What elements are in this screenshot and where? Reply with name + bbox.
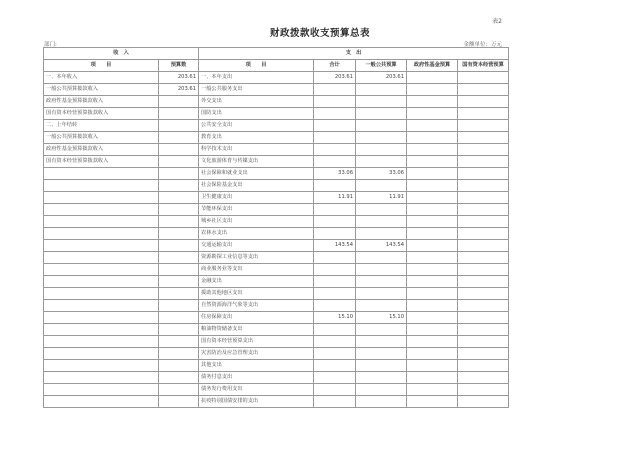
- soe-budget-cell: [458, 360, 509, 372]
- total-cell: [314, 132, 356, 144]
- expense-item-cell: 灾害防治及应急管理支出: [199, 348, 314, 360]
- fund-budget-cell: [407, 372, 458, 384]
- table-row: [44, 276, 509, 288]
- soe-budget-cell: [458, 312, 509, 324]
- income-value-cell: [159, 180, 199, 192]
- income-item-cell: [44, 312, 159, 324]
- expense-item-cell: 金融支出: [199, 276, 314, 288]
- income-value-cell: [159, 372, 199, 384]
- expense-item-cell: 国防支出: [199, 108, 314, 120]
- income-value-cell: [159, 336, 199, 348]
- soe-budget-cell: [458, 252, 509, 264]
- soe-budget-cell: [458, 168, 509, 180]
- income-value-cell: [159, 324, 199, 336]
- expense-item-cell: 住房保障支出: [199, 312, 314, 324]
- income-item-cell: [44, 216, 159, 228]
- general-budget-cell: [356, 144, 407, 156]
- general-budget-cell: [356, 300, 407, 312]
- fund-budget-cell: [407, 120, 458, 132]
- general-budget-cell: [356, 132, 407, 144]
- income-item-cell: 政府性基金预算拨款收入: [44, 96, 159, 108]
- total-cell: 11.91: [314, 192, 356, 204]
- income-value-cell: [159, 132, 199, 144]
- expense-item-cell: 城乡社区支出: [199, 216, 314, 228]
- general-budget-cell: [356, 156, 407, 168]
- header-row-sections: [44, 48, 509, 60]
- table-row: [44, 264, 509, 276]
- fund-budget-cell: [407, 264, 458, 276]
- income-value-cell: [159, 228, 199, 240]
- income-item-cell: [44, 264, 159, 276]
- general-budget-cell: [356, 228, 407, 240]
- general-budget-cell: [356, 324, 407, 336]
- expense-item-cell: 援助其他地区支出: [199, 288, 314, 300]
- fund-budget-cell: [407, 384, 458, 396]
- income-item-cell: [44, 180, 159, 192]
- table-row: [44, 180, 509, 192]
- fund-budget-cell: [407, 252, 458, 264]
- table-row: [44, 216, 509, 228]
- income-value-cell: [159, 120, 199, 132]
- total-cell: 143.54: [314, 240, 356, 252]
- income-item-cell: 一般公共预算拨款收入: [44, 132, 159, 144]
- expense-item-cell: 商业服务业等支出: [199, 264, 314, 276]
- fund-budget-cell: [407, 180, 458, 192]
- income-value-cell: 203.61: [159, 84, 199, 96]
- table-row: [44, 324, 509, 336]
- table-row: [44, 108, 509, 120]
- soe-budget-cell: [458, 348, 509, 360]
- income-item-cell: [44, 252, 159, 264]
- soe-budget-cell: [458, 372, 509, 384]
- general-budget-cell: [356, 396, 407, 408]
- income-item-cell: [44, 204, 159, 216]
- table-row: [44, 336, 509, 348]
- income-value-cell: [159, 96, 199, 108]
- soe-budget-header: 国有资本经营预算: [458, 60, 509, 72]
- table-row: [44, 204, 509, 216]
- soe-budget-cell: [458, 336, 509, 348]
- table-row: [44, 228, 509, 240]
- total-cell: [314, 204, 356, 216]
- expense-item-cell: 抗疫特别国债安排的支出: [199, 396, 314, 408]
- soe-budget-cell: [458, 180, 509, 192]
- general-budget-cell: [356, 252, 407, 264]
- soe-budget-cell: [458, 72, 509, 84]
- soe-budget-cell: [458, 84, 509, 96]
- table-row: [44, 372, 509, 384]
- department-label: 部门:: [44, 42, 57, 48]
- soe-budget-cell: [458, 156, 509, 168]
- table-row: [44, 288, 509, 300]
- soe-budget-cell: [458, 108, 509, 120]
- soe-budget-cell: [458, 240, 509, 252]
- general-budget-cell: 33.06: [356, 168, 407, 180]
- table-row: [44, 360, 509, 372]
- income-item-cell: [44, 168, 159, 180]
- income-item-cell: [44, 300, 159, 312]
- fund-budget-cell: [407, 96, 458, 108]
- expense-item-cell: 粮油物资储备支出: [199, 324, 314, 336]
- income-item-cell: [44, 192, 159, 204]
- fund-budget-cell: [407, 300, 458, 312]
- income-item-cell: [44, 228, 159, 240]
- fund-budget-cell: [407, 348, 458, 360]
- fund-budget-cell: [407, 276, 458, 288]
- general-budget-cell: 143.54: [356, 240, 407, 252]
- income-item-cell: [44, 324, 159, 336]
- table-row: [44, 192, 509, 204]
- table-row: [44, 300, 509, 312]
- general-budget-cell: [356, 348, 407, 360]
- fund-budget-cell: [407, 168, 458, 180]
- income-item-cell: 政府性基金预算拨款收入: [44, 144, 159, 156]
- table-row: [44, 132, 509, 144]
- expense-item-cell: 农林水支出: [199, 228, 314, 240]
- income-item-cell: [44, 288, 159, 300]
- page-title: 财政拨款收支预算总表: [269, 28, 370, 39]
- general-budget-cell: [356, 264, 407, 276]
- total-cell: [314, 300, 356, 312]
- general-budget-cell: [356, 216, 407, 228]
- expense-item-cell: 节能环保支出: [199, 204, 314, 216]
- income-item-cell: 一般公共预算拨款收入: [44, 84, 159, 96]
- income-item-cell: [44, 336, 159, 348]
- fund-budget-cell: [407, 396, 458, 408]
- general-budget-cell: [356, 180, 407, 192]
- income-item-cell: [44, 384, 159, 396]
- soe-budget-cell: [458, 264, 509, 276]
- budget-table: [43, 47, 509, 408]
- income-value-cell: [159, 144, 199, 156]
- total-cell: [314, 276, 356, 288]
- total-cell: [314, 156, 356, 168]
- total-cell: [314, 96, 356, 108]
- total-cell: 15.10: [314, 312, 356, 324]
- total-cell: [314, 336, 356, 348]
- total-cell: 203.61: [314, 72, 356, 84]
- soe-budget-cell: [458, 228, 509, 240]
- income-value-cell: [159, 396, 199, 408]
- fund-budget-cell: [407, 240, 458, 252]
- soe-budget-cell: [458, 120, 509, 132]
- fund-budget-cell: [407, 288, 458, 300]
- total-cell: [314, 84, 356, 96]
- total-cell: [314, 384, 356, 396]
- table-row: [44, 240, 509, 252]
- total-cell: [314, 264, 356, 276]
- expense-item-cell: 社会保障和就业支出: [199, 168, 314, 180]
- fund-budget-cell: [407, 312, 458, 324]
- table-row: [44, 144, 509, 156]
- soe-budget-cell: [458, 132, 509, 144]
- expense-item-header: 项 目: [199, 60, 314, 72]
- fund-budget-cell: [407, 72, 458, 84]
- soe-budget-cell: [458, 300, 509, 312]
- income-value-cell: [159, 240, 199, 252]
- table-row: [44, 156, 509, 168]
- income-value-cell: 203.61: [159, 72, 199, 84]
- table-row: [44, 396, 509, 408]
- expense-item-cell: 文化旅游体育与传媒支出: [199, 156, 314, 168]
- table-row: [44, 84, 509, 96]
- expense-item-cell: 一、本年支出: [199, 72, 314, 84]
- income-item-cell: [44, 360, 159, 372]
- expense-item-cell: 公共安全支出: [199, 120, 314, 132]
- general-budget-cell: [356, 276, 407, 288]
- income-item-cell: [44, 276, 159, 288]
- table-number-tag: 表2: [492, 18, 502, 25]
- general-budget-cell: [356, 84, 407, 96]
- fund-budget-header: 政府性基金预算: [407, 60, 458, 72]
- income-value-cell: [159, 312, 199, 324]
- income-value-cell: [159, 264, 199, 276]
- general-budget-cell: [356, 336, 407, 348]
- general-budget-cell: [356, 384, 407, 396]
- income-value-cell: [159, 276, 199, 288]
- total-cell: [314, 348, 356, 360]
- soe-budget-cell: [458, 216, 509, 228]
- total-cell: [314, 252, 356, 264]
- income-value-cell: [159, 384, 199, 396]
- fund-budget-cell: [407, 108, 458, 120]
- income-value-cell: [159, 108, 199, 120]
- total-cell: [314, 120, 356, 132]
- general-budget-cell: [356, 108, 407, 120]
- expense-item-cell: 外交支出: [199, 96, 314, 108]
- total-cell: [314, 324, 356, 336]
- general-budget-cell: 203.61: [356, 72, 407, 84]
- general-budget-cell: [356, 372, 407, 384]
- income-value-cell: [159, 204, 199, 216]
- total-cell: [314, 396, 356, 408]
- fund-budget-cell: [407, 324, 458, 336]
- fund-budget-cell: [407, 156, 458, 168]
- income-value-cell: [159, 348, 199, 360]
- soe-budget-cell: [458, 324, 509, 336]
- total-cell: [314, 360, 356, 372]
- soe-budget-cell: [458, 288, 509, 300]
- fund-budget-cell: [407, 360, 458, 372]
- fund-budget-cell: [407, 84, 458, 96]
- income-value-cell: [159, 192, 199, 204]
- soe-budget-cell: [458, 144, 509, 156]
- expense-item-cell: 债务发行费用支出: [199, 384, 314, 396]
- table-row: [44, 120, 509, 132]
- income-value-cell: [159, 252, 199, 264]
- general-budget-cell: 15.10: [356, 312, 407, 324]
- income-section-header: 收 入: [44, 48, 199, 60]
- expense-item-cell: 科学技术支出: [199, 144, 314, 156]
- income-item-header: 项 目: [44, 60, 159, 72]
- income-budget-header: 预算数: [159, 60, 199, 72]
- expense-item-cell: 教育支出: [199, 132, 314, 144]
- income-item-cell: 一、本年收入: [44, 72, 159, 84]
- table-row: [44, 252, 509, 264]
- expense-item-cell: 其他支出: [199, 360, 314, 372]
- general-budget-cell: [356, 96, 407, 108]
- soe-budget-cell: [458, 96, 509, 108]
- table-row: [44, 96, 509, 108]
- total-header: 合计: [314, 60, 356, 72]
- income-value-cell: [159, 168, 199, 180]
- income-item-cell: [44, 372, 159, 384]
- income-item-cell: 国有资本经营预算拨款收入: [44, 108, 159, 120]
- table-row: [44, 72, 509, 84]
- income-value-cell: [159, 216, 199, 228]
- general-budget-cell: 11.91: [356, 192, 407, 204]
- general-budget-cell: [356, 120, 407, 132]
- expense-item-cell: 社会保险基金支出: [199, 180, 314, 192]
- expense-item-cell: 一般公共服务支出: [199, 84, 314, 96]
- expense-item-cell: 自然资源海洋气象等支出: [199, 300, 314, 312]
- total-cell: [314, 108, 356, 120]
- expense-item-cell: 卫生健康支出: [199, 192, 314, 204]
- expense-item-cell: 交通运输支出: [199, 240, 314, 252]
- general-budget-cell: [356, 360, 407, 372]
- soe-budget-cell: [458, 276, 509, 288]
- fund-budget-cell: [407, 228, 458, 240]
- general-budget-cell: [356, 204, 407, 216]
- general-budget-header: 一般公共预算: [356, 60, 407, 72]
- income-item-cell: [44, 396, 159, 408]
- income-value-cell: [159, 360, 199, 372]
- soe-budget-cell: [458, 384, 509, 396]
- table-row: [44, 312, 509, 324]
- total-cell: [314, 180, 356, 192]
- expense-item-cell: 债务付息支出: [199, 372, 314, 384]
- fund-budget-cell: [407, 144, 458, 156]
- table-row: [44, 168, 509, 180]
- fund-budget-cell: [407, 336, 458, 348]
- income-value-cell: [159, 156, 199, 168]
- expense-section-header: 支 出: [199, 48, 509, 60]
- total-cell: [314, 228, 356, 240]
- income-value-cell: [159, 300, 199, 312]
- total-cell: [314, 288, 356, 300]
- header-row-columns: [44, 60, 509, 72]
- fund-budget-cell: [407, 216, 458, 228]
- income-value-cell: [159, 288, 199, 300]
- table-row: [44, 384, 509, 396]
- total-cell: [314, 372, 356, 384]
- income-item-cell: 二、上年结转: [44, 120, 159, 132]
- general-budget-cell: [356, 288, 407, 300]
- soe-budget-cell: [458, 396, 509, 408]
- table-row: [44, 348, 509, 360]
- total-cell: [314, 144, 356, 156]
- total-cell: [314, 216, 356, 228]
- fund-budget-cell: [407, 132, 458, 144]
- income-item-cell: 国有资本经营预算拨款收入: [44, 156, 159, 168]
- expense-item-cell: 资源勘探工业信息等支出: [199, 252, 314, 264]
- fund-budget-cell: [407, 204, 458, 216]
- expense-item-cell: 国有资本经营预算支出: [199, 336, 314, 348]
- fund-budget-cell: [407, 192, 458, 204]
- soe-budget-cell: [458, 204, 509, 216]
- soe-budget-cell: [458, 192, 509, 204]
- income-item-cell: [44, 348, 159, 360]
- total-cell: 33.06: [314, 168, 356, 180]
- income-item-cell: [44, 240, 159, 252]
- unit-label: 金额单位：万元: [463, 42, 502, 48]
